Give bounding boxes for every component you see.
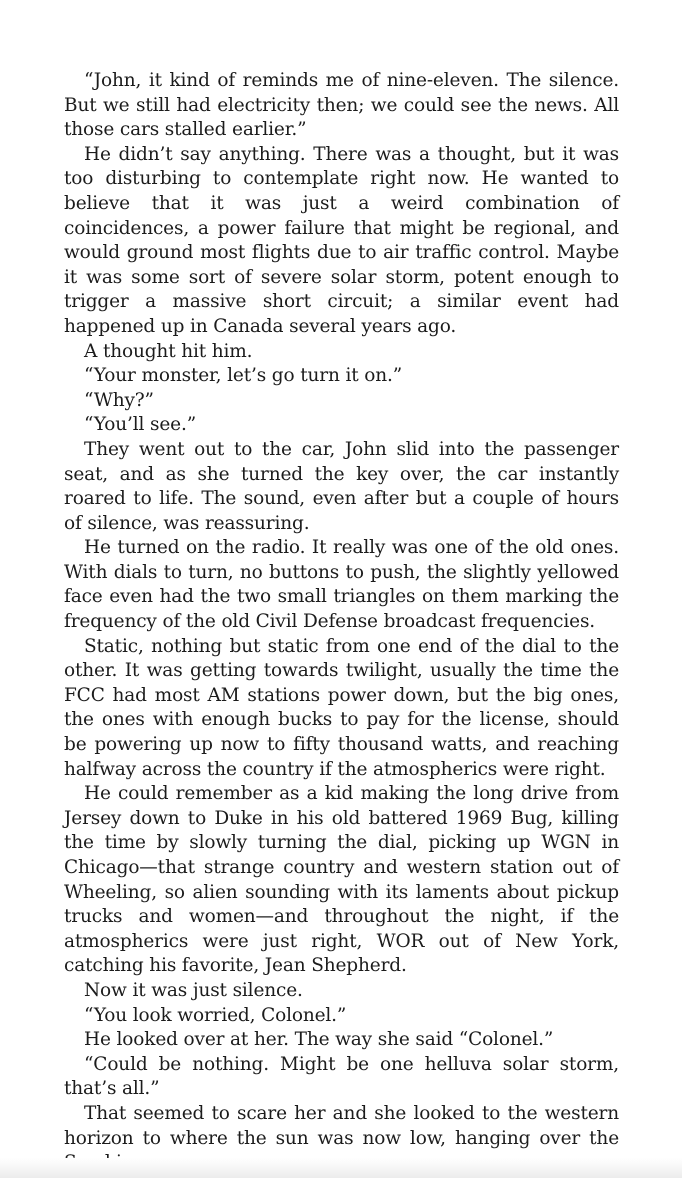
paragraph: “You look worried, Colonel.” <box>84 1004 347 1026</box>
paragraph: “You’ll see.” <box>84 414 197 436</box>
paragraph: Static, nothing but static from one end of the dial to the other. It was getting towards twilight, usually the time the FCC had most AM stations power down, but the big ones, the ones with enough bucks to pay for the license, should be powering up now to fifty thousand watts, and reaching halfway across the country if the atmospherics were right. <box>64 635 619 780</box>
paragraph: He turned on the radio. It really was one of the old ones. With dials to turn, no buttons to push, the slightly yellowed face even had the two small triangles on them marking the frequency of the old Civil Defense broadcast frequencies. <box>64 537 619 633</box>
paragraph: He didn’t say anything. There was a thought, but it was too disturbing to contemplate right now. He wanted to believe that it was just a weird combination of coincidences, a power failure that might be regional, and would ground most flights due to air traffic control. Maybe it was some sort of severe solar storm, potent enough to trigger a massive short circuit; a similar event had happened up in Canada several years ago. <box>64 143 619 337</box>
paragraph: He looked over at her. The way she said “Colonel.” <box>84 1029 554 1051</box>
paragraph: They went out to the car, John slid into the passenger seat, and as she turned the key over, the car instantly roared to life. The sound, even after but a couple of hours of silence, was reassuring. <box>64 438 619 534</box>
page-text <box>64 69 619 1176</box>
paragraph: “Your monster, let’s go turn it on.” <box>84 365 403 387</box>
paragraph: That seemed to scare her and she looked to the western horizon to where the sun was now low, hanging over the <box>64 1102 619 1149</box>
paragraph: “John, it kind of reminds me of nine-eleven. The silence. But we still had electricity then; we could see the news. All those cars stalled earlier.” <box>64 70 619 141</box>
paragraph: “Why?” <box>84 389 154 411</box>
paragraph: Now it was just silence. <box>84 979 303 1001</box>
page-bottom-shadow <box>0 1158 682 1178</box>
paragraph: He could remember as a kid making the long drive from Jersey down to Duke in his old battered 1969 Bug, killing the time by slowly turning the dial, picking up WGN in Chicago—that strange country and western station out of Wheeling, so alien sounding with its laments about pickup trucks and women—and throughout the night, if the atmospherics were just right, WOR out of New York, catching his favorite, Jean Shepherd. <box>64 783 619 977</box>
paragraph: “Could be nothing. Might be one helluva solar storm, that’s all.” <box>64 1053 619 1100</box>
paragraph: A thought hit him. <box>84 340 253 362</box>
